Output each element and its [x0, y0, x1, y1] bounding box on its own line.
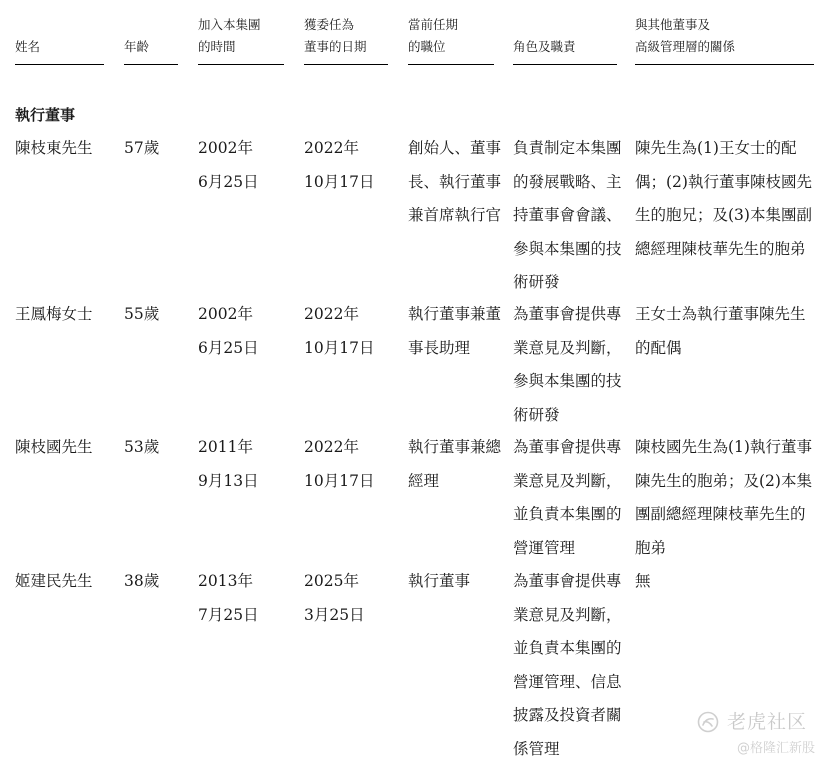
row3-role-line: 業意見及判斷， — [513, 471, 622, 490]
header-appoint-line2: 董事的日期 — [304, 39, 367, 54]
header-position-line2: 的職位 — [408, 39, 446, 54]
row1-relation-line: 總經理陳枝華先生的胞弟 — [635, 239, 806, 258]
row3-joined-line: 9月13日 — [198, 471, 259, 490]
header-appointment-date — [304, 14, 367, 58]
row3-joined-line: 2011年 — [198, 438, 253, 456]
header-join-line1: 加入本集團 — [198, 17, 261, 32]
row2-relationship — [635, 298, 806, 365]
header-relationship — [635, 14, 735, 58]
header-join-date — [198, 14, 261, 58]
row1-name: 陳枝東先生 — [15, 139, 93, 157]
row1-position-line: 創始人、董事 — [408, 139, 502, 157]
row1-position — [408, 132, 501, 233]
row3-joined — [198, 431, 259, 498]
row4-appointed — [304, 565, 365, 632]
row1-joined — [198, 132, 259, 199]
row1-position-line: 兼首席執行官 — [408, 206, 502, 225]
header-relation-line2: 高級管理層的關係 — [635, 39, 736, 54]
header-rule-position — [408, 64, 494, 65]
row4-joined-line: 2013年 — [198, 572, 253, 590]
row1-appointed-line: 2022年 — [304, 139, 359, 157]
row2-appointed-line: 2022年 — [304, 305, 359, 323]
header-rule-appoint — [304, 64, 388, 65]
header-rule-role — [513, 64, 617, 65]
row2-role-line: 為董事會提供專 — [513, 305, 622, 323]
row4-appointed-line: 2025年 — [304, 572, 359, 590]
row1-appointed-line: 10月17日 — [304, 172, 375, 191]
row1-role — [513, 132, 622, 300]
row2-position-line: 事長助理 — [408, 338, 471, 357]
row4-role-line: 營運管理、信息 — [513, 672, 622, 691]
row1-joined-line: 6月25日 — [198, 172, 259, 191]
header-role-text: 角色及職責 — [513, 39, 576, 54]
row2-role-line: 參與本集團的技 — [513, 372, 622, 391]
row4-role-line: 係管理 — [513, 739, 560, 758]
row4-appointed-line: 3月25日 — [304, 605, 365, 624]
row3-appointed-line: 2022年 — [304, 438, 359, 456]
row2-appointed — [304, 298, 374, 365]
row3-relation-line: 陳枝國先生為(1)執行董事 — [635, 438, 812, 456]
row4-position-line: 執行董事 — [408, 572, 471, 590]
row1-position-line: 長、執行董事 — [408, 172, 502, 191]
header-position-line1: 當前任期 — [408, 17, 459, 32]
row3-role — [513, 431, 622, 565]
row1-age: 57歲 — [124, 139, 160, 157]
row4-role-line: 披露及投資者關 — [513, 706, 622, 725]
row3-role-line: 為董事會提供專 — [513, 438, 622, 456]
header-rule-join — [198, 64, 284, 65]
watermark-text: 老虎社区 — [727, 711, 808, 733]
row4-relation-line: 無 — [635, 572, 651, 590]
row4-role — [513, 565, 622, 767]
row1-relation-line: 偶；(2)執行董事陳枝國先 — [635, 172, 812, 191]
row1-joined-line: 2002年 — [198, 139, 253, 157]
row3-position-line: 執行董事兼總 — [408, 438, 502, 456]
section-title: 執行董事 — [15, 106, 76, 124]
row2-joined — [198, 298, 259, 365]
header-name — [15, 36, 40, 58]
row1-relation-line: 陳先生為(1)王女士的配 — [635, 139, 797, 157]
row1-relationship — [635, 132, 812, 266]
row3-position — [408, 431, 501, 498]
header-join-line2: 的時間 — [198, 39, 236, 54]
row2-appointed-line: 10月17日 — [304, 338, 375, 357]
header-appoint-line1: 獲委任為 — [304, 17, 355, 32]
header-name-text: 姓名 — [15, 39, 41, 54]
row4-joined — [198, 565, 259, 632]
row3-role-line: 並負責本集團的 — [513, 505, 622, 524]
row3-role-line: 營運管理 — [513, 538, 576, 557]
row3-relation-line: 胞弟 — [635, 538, 667, 557]
row4-position — [408, 565, 470, 599]
row4-role-line: 為董事會提供專 — [513, 572, 622, 590]
row1-relation-line: 生的胞兄；及(3)本集團副 — [635, 206, 812, 225]
row1-role-line: 參與本集團的技 — [513, 239, 622, 258]
header-rule-name — [15, 64, 104, 65]
row4-joined-line: 7月25日 — [198, 605, 259, 624]
header-age — [124, 36, 149, 58]
row3-position-line: 經理 — [408, 471, 440, 490]
row2-name: 王鳳梅女士 — [15, 305, 93, 323]
row3-relation-line: 團副總經理陳枝華先生的 — [635, 505, 806, 524]
row1-role-line: 術研發 — [513, 273, 560, 292]
row2-position-line: 執行董事兼董 — [408, 305, 502, 323]
watermark-sub: @格隆汇新股 — [737, 741, 816, 756]
row3-appointed-line: 10月17日 — [304, 471, 375, 490]
row3-name: 陳枝國先生 — [15, 438, 93, 456]
row3-relationship — [635, 431, 812, 565]
row2-position — [408, 298, 501, 365]
row3-relation-line: 陳先生的胞弟；及(2)本集 — [635, 471, 812, 490]
row2-relation-line: 的配偶 — [635, 338, 682, 357]
row1-role-line: 的發展戰略、主 — [513, 172, 622, 191]
row4-age: 38歲 — [124, 572, 160, 590]
row4-name: 姬建民先生 — [15, 572, 93, 590]
row1-role-line: 持董事會會議、 — [513, 206, 622, 225]
row4-role-line: 並負責本集團的 — [513, 639, 622, 658]
row3-age: 53歲 — [124, 438, 160, 456]
header-rule-relationship — [635, 64, 814, 65]
row2-joined-line: 2002年 — [198, 305, 253, 323]
row3-appointed — [304, 431, 374, 498]
tiger-logo-icon — [697, 711, 719, 733]
row1-appointed — [304, 132, 374, 199]
header-age-text: 年齡 — [124, 39, 150, 54]
row2-age: 55歲 — [124, 305, 160, 323]
header-relation-line1: 與其他董事及 — [635, 17, 711, 32]
header-role — [513, 36, 576, 58]
row2-role — [513, 298, 622, 432]
row2-role-line: 業意見及判斷， — [513, 338, 622, 357]
row2-relation-line: 王女士為執行董事陳先生 — [635, 305, 806, 323]
watermark — [697, 710, 819, 736]
row2-joined-line: 6月25日 — [198, 338, 259, 357]
row1-role-line: 負責制定本集團 — [513, 139, 622, 157]
header-rule-age — [124, 64, 178, 65]
row4-role-line: 業意見及判斷， — [513, 605, 622, 624]
header-position — [408, 14, 458, 58]
row2-role-line: 術研發 — [513, 405, 560, 424]
row4-relationship — [635, 565, 651, 599]
